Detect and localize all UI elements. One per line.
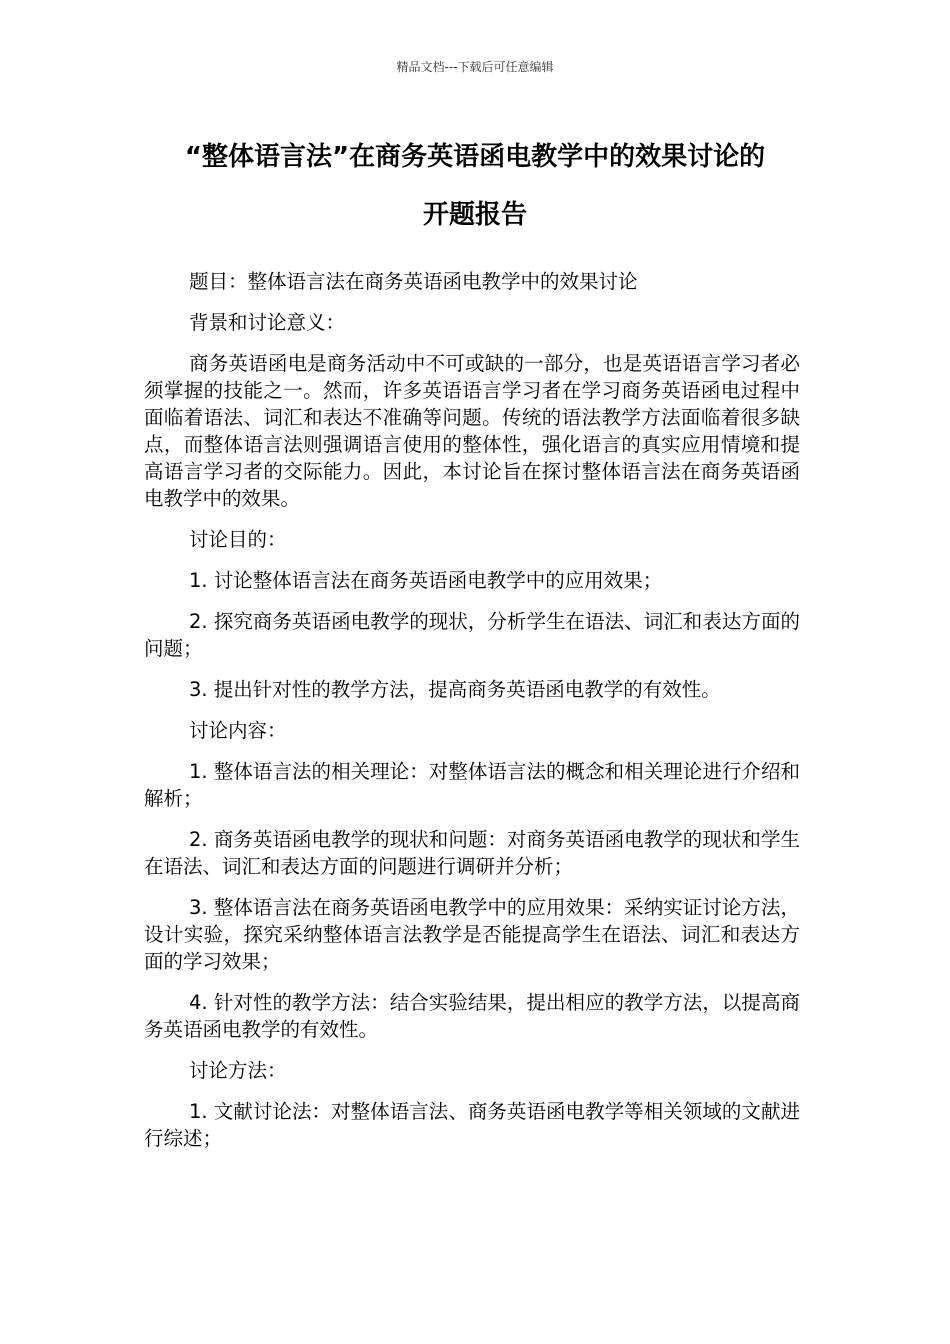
content-item-1: 1. 整体语言法的相关理论：对整体语言法的概念和相关理论进行介绍和解析； [144, 760, 800, 810]
content-item-2: 2. 商务英语函电教学的现状和问题：对商务英语函电教学的现状和学生在语法、词汇和表达方面的问题进行调研并分析； [144, 828, 800, 878]
heading-method: 讨论方法： [189, 1059, 287, 1082]
title-line-1: “整体语言法”在商务英语函电教学中的效果讨论的 [184, 142, 766, 172]
document-title [140, 128, 810, 244]
content-item-4: 4. 针对性的教学方法：结合实验结果，提出相应的教学方法，以提高商务英语函电教学的有效性。 [144, 991, 800, 1041]
method-item-1: 1. 文献讨论法：对整体语言法、商务英语函电教学等相关领域的文献进行综述； [144, 1100, 800, 1150]
document-body [144, 268, 800, 1166]
paragraph-topic: 题目：整体语言法在商务英语函电教学中的效果讨论 [189, 270, 638, 293]
paragraph-background: 商务英语函电是商务活动中不可或缺的一部分，也是英语语言学习者必须掌握的技能之一。然而，许多英语语言学习者在学习商务英语函电过程中面临着语法、词汇和表达不准确等问题。传统的语法教学方法面临着很多缺点，而整体语言法则强调语言使用的整体性，强化语言的真实应用情境和提高语言学习者的交际能力。因此，本讨论旨在探讨整体语言法在商务英语函电教学中的效果。 [144, 352, 800, 510]
heading-purpose: 讨论目的： [189, 528, 287, 551]
purpose-item-1: 1. 讨论整体语言法在商务英语函电教学中的应用效果； [189, 569, 663, 592]
header-note: 精品文档---下载后可任意编辑 [396, 60, 554, 74]
purpose-item-2: 2. 探究商务英语函电教学的现状，分析学生在语法、词汇和表达方面的问题； [144, 610, 800, 660]
content-item-3: 3. 整体语言法在商务英语函电教学中的应用效果：采纳实证讨论方法，设计实验，探究采纳整体语言法教学是否能提高学生在语法、词汇和表达方面的学习效果； [144, 896, 800, 973]
title-line-2: 开题报告 [422, 200, 527, 230]
purpose-item-3: 3. 提出针对性的教学方法，提高商务英语函电教学的有效性。 [189, 678, 721, 701]
heading-background: 背景和讨论意义： [189, 311, 346, 334]
heading-content: 讨论内容： [189, 719, 287, 742]
